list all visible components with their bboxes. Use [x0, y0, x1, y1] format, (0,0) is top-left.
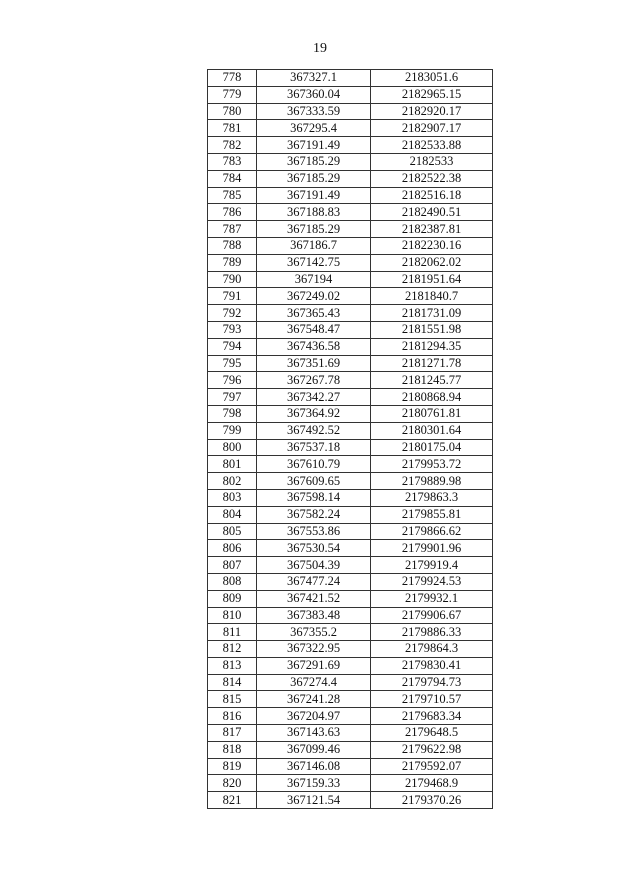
table-row	[208, 254, 493, 271]
point-number-cell: 820	[208, 775, 257, 792]
point-number-cell: 784	[208, 170, 257, 187]
y-coordinate-cell: 2180868.94	[371, 389, 493, 406]
point-number-cell: 814	[208, 674, 257, 691]
x-coordinate-cell: 367143.63	[257, 725, 371, 742]
table-row	[208, 557, 493, 574]
x-coordinate-cell: 367582.24	[257, 506, 371, 523]
point-number-cell: 781	[208, 120, 257, 137]
point-number-cell: 795	[208, 355, 257, 372]
x-coordinate-cell: 367383.48	[257, 607, 371, 624]
table-row	[208, 489, 493, 506]
x-coordinate-cell: 367548.47	[257, 321, 371, 338]
point-number-cell: 788	[208, 237, 257, 254]
table-row	[208, 624, 493, 641]
y-coordinate-cell: 2182387.81	[371, 221, 493, 238]
y-coordinate-cell: 2179830.41	[371, 657, 493, 674]
x-coordinate-cell: 367322.95	[257, 641, 371, 658]
x-coordinate-cell: 367342.27	[257, 389, 371, 406]
y-coordinate-cell: 2179924.53	[371, 573, 493, 590]
y-coordinate-cell: 2179683.34	[371, 708, 493, 725]
table-row	[208, 389, 493, 406]
x-coordinate-cell: 367142.75	[257, 254, 371, 271]
table-row	[208, 153, 493, 170]
y-coordinate-cell: 2182907.17	[371, 120, 493, 137]
y-coordinate-cell: 2179622.98	[371, 741, 493, 758]
y-coordinate-cell: 2179370.26	[371, 792, 493, 809]
x-coordinate-cell: 367295.4	[257, 120, 371, 137]
point-number-cell: 793	[208, 321, 257, 338]
x-coordinate-cell: 367492.52	[257, 422, 371, 439]
point-number-cell: 810	[208, 607, 257, 624]
point-number-cell: 779	[208, 86, 257, 103]
point-number-cell: 817	[208, 725, 257, 742]
y-coordinate-cell: 2179886.33	[371, 624, 493, 641]
y-coordinate-cell: 2180175.04	[371, 439, 493, 456]
point-number-cell: 806	[208, 540, 257, 557]
y-coordinate-cell: 2179864.3	[371, 641, 493, 658]
table-row	[208, 321, 493, 338]
point-number-cell: 780	[208, 103, 257, 120]
y-coordinate-cell: 2179906.67	[371, 607, 493, 624]
y-coordinate-cell: 2182516.18	[371, 187, 493, 204]
point-number-cell: 787	[208, 221, 257, 238]
point-number-cell: 821	[208, 792, 257, 809]
table-row	[208, 691, 493, 708]
table-row	[208, 237, 493, 254]
table-row	[208, 456, 493, 473]
x-coordinate-cell: 367477.24	[257, 573, 371, 590]
table-row	[208, 422, 493, 439]
y-coordinate-cell: 2179648.5	[371, 725, 493, 742]
table-row	[208, 473, 493, 490]
x-coordinate-cell: 367185.29	[257, 170, 371, 187]
table-row	[208, 758, 493, 775]
table-row	[208, 573, 493, 590]
x-coordinate-cell: 367436.58	[257, 338, 371, 355]
point-number-cell: 799	[208, 422, 257, 439]
y-coordinate-cell: 2182230.16	[371, 237, 493, 254]
x-coordinate-cell: 367099.46	[257, 741, 371, 758]
point-number-cell: 794	[208, 338, 257, 355]
y-coordinate-cell: 2179794.73	[371, 674, 493, 691]
table-row	[208, 70, 493, 87]
y-coordinate-cell: 2182522.38	[371, 170, 493, 187]
table-row	[208, 523, 493, 540]
point-number-cell: 816	[208, 708, 257, 725]
y-coordinate-cell: 2182965.15	[371, 86, 493, 103]
point-number-cell: 805	[208, 523, 257, 540]
table-row	[208, 607, 493, 624]
x-coordinate-cell: 367194	[257, 271, 371, 288]
x-coordinate-cell: 367609.65	[257, 473, 371, 490]
table-row	[208, 103, 493, 120]
table-row	[208, 708, 493, 725]
y-coordinate-cell: 2181840.7	[371, 288, 493, 305]
point-number-cell: 791	[208, 288, 257, 305]
point-number-cell: 803	[208, 489, 257, 506]
x-coordinate-cell: 367351.69	[257, 355, 371, 372]
table-row	[208, 204, 493, 221]
table-row	[208, 775, 493, 792]
x-coordinate-cell: 367185.29	[257, 153, 371, 170]
table-row	[208, 657, 493, 674]
y-coordinate-cell: 2181271.78	[371, 355, 493, 372]
y-coordinate-cell: 2179901.96	[371, 540, 493, 557]
table-row	[208, 405, 493, 422]
point-number-cell: 790	[208, 271, 257, 288]
x-coordinate-cell: 367274.4	[257, 674, 371, 691]
x-coordinate-cell: 367121.54	[257, 792, 371, 809]
table-row	[208, 725, 493, 742]
point-number-cell: 813	[208, 657, 257, 674]
y-coordinate-cell: 2179468.9	[371, 775, 493, 792]
table-row	[208, 170, 493, 187]
table-row	[208, 674, 493, 691]
point-number-cell: 797	[208, 389, 257, 406]
table-row	[208, 221, 493, 238]
point-number-cell: 796	[208, 372, 257, 389]
x-coordinate-cell: 367333.59	[257, 103, 371, 120]
point-number-cell: 785	[208, 187, 257, 204]
x-coordinate-cell: 367291.69	[257, 657, 371, 674]
y-coordinate-cell: 2182920.17	[371, 103, 493, 120]
y-coordinate-cell: 2182533.88	[371, 137, 493, 154]
y-coordinate-cell: 2181731.09	[371, 305, 493, 322]
x-coordinate-cell: 367327.1	[257, 70, 371, 87]
y-coordinate-cell: 2181294.35	[371, 338, 493, 355]
x-coordinate-cell: 367191.49	[257, 137, 371, 154]
point-number-cell: 792	[208, 305, 257, 322]
table-row	[208, 120, 493, 137]
point-number-cell: 801	[208, 456, 257, 473]
x-coordinate-cell: 367365.43	[257, 305, 371, 322]
point-number-cell: 804	[208, 506, 257, 523]
table-row	[208, 439, 493, 456]
y-coordinate-cell: 2179863.3	[371, 489, 493, 506]
x-coordinate-cell: 367204.97	[257, 708, 371, 725]
x-coordinate-cell: 367598.14	[257, 489, 371, 506]
point-number-cell: 812	[208, 641, 257, 658]
point-number-cell: 802	[208, 473, 257, 490]
table-row	[208, 305, 493, 322]
point-number-cell: 800	[208, 439, 257, 456]
y-coordinate-cell: 2179889.98	[371, 473, 493, 490]
point-number-cell: 782	[208, 137, 257, 154]
table-row	[208, 137, 493, 154]
x-coordinate-cell: 367421.52	[257, 590, 371, 607]
point-number-cell: 798	[208, 405, 257, 422]
table-row	[208, 288, 493, 305]
x-coordinate-cell: 367360.04	[257, 86, 371, 103]
y-coordinate-cell: 2182490.51	[371, 204, 493, 221]
y-coordinate-cell: 2179953.72	[371, 456, 493, 473]
x-coordinate-cell: 367553.86	[257, 523, 371, 540]
x-coordinate-cell: 367610.79	[257, 456, 371, 473]
y-coordinate-cell: 2179592.07	[371, 758, 493, 775]
x-coordinate-cell: 367159.33	[257, 775, 371, 792]
y-coordinate-cell: 2181551.98	[371, 321, 493, 338]
y-coordinate-cell: 2179710.57	[371, 691, 493, 708]
table-row	[208, 86, 493, 103]
point-number-cell: 818	[208, 741, 257, 758]
y-coordinate-cell: 2180761.81	[371, 405, 493, 422]
table-row	[208, 641, 493, 658]
table-row	[208, 355, 493, 372]
coordinates-table-body	[208, 70, 493, 809]
x-coordinate-cell: 367537.18	[257, 439, 371, 456]
point-number-cell: 811	[208, 624, 257, 641]
y-coordinate-cell: 2179919.4	[371, 557, 493, 574]
x-coordinate-cell: 367355.2	[257, 624, 371, 641]
x-coordinate-cell: 367364.92	[257, 405, 371, 422]
table-row	[208, 741, 493, 758]
point-number-cell: 807	[208, 557, 257, 574]
y-coordinate-cell: 2179932.1	[371, 590, 493, 607]
x-coordinate-cell: 367267.78	[257, 372, 371, 389]
x-coordinate-cell: 367530.54	[257, 540, 371, 557]
x-coordinate-cell: 367504.39	[257, 557, 371, 574]
point-number-cell: 815	[208, 691, 257, 708]
table-row	[208, 271, 493, 288]
page-number: 19	[313, 41, 327, 56]
y-coordinate-cell: 2183051.6	[371, 70, 493, 87]
x-coordinate-cell: 367191.49	[257, 187, 371, 204]
coordinates-table	[207, 69, 493, 809]
point-number-cell: 789	[208, 254, 257, 271]
y-coordinate-cell: 2179866.62	[371, 523, 493, 540]
y-coordinate-cell: 2179855.81	[371, 506, 493, 523]
x-coordinate-cell: 367249.02	[257, 288, 371, 305]
y-coordinate-cell: 2182533	[371, 153, 493, 170]
y-coordinate-cell: 2181951.64	[371, 271, 493, 288]
x-coordinate-cell: 367186.7	[257, 237, 371, 254]
y-coordinate-cell: 2182062.02	[371, 254, 493, 271]
point-number-cell: 819	[208, 758, 257, 775]
table-row	[208, 372, 493, 389]
table-row	[208, 540, 493, 557]
point-number-cell: 783	[208, 153, 257, 170]
table-row	[208, 792, 493, 809]
x-coordinate-cell: 367188.83	[257, 204, 371, 221]
x-coordinate-cell: 367241.28	[257, 691, 371, 708]
table-row	[208, 506, 493, 523]
point-number-cell: 786	[208, 204, 257, 221]
x-coordinate-cell: 367185.29	[257, 221, 371, 238]
y-coordinate-cell: 2181245.77	[371, 372, 493, 389]
x-coordinate-cell: 367146.08	[257, 758, 371, 775]
y-coordinate-cell: 2180301.64	[371, 422, 493, 439]
point-number-cell: 809	[208, 590, 257, 607]
table-row	[208, 187, 493, 204]
point-number-cell: 808	[208, 573, 257, 590]
table-row	[208, 338, 493, 355]
point-number-cell: 778	[208, 70, 257, 87]
table-row	[208, 590, 493, 607]
